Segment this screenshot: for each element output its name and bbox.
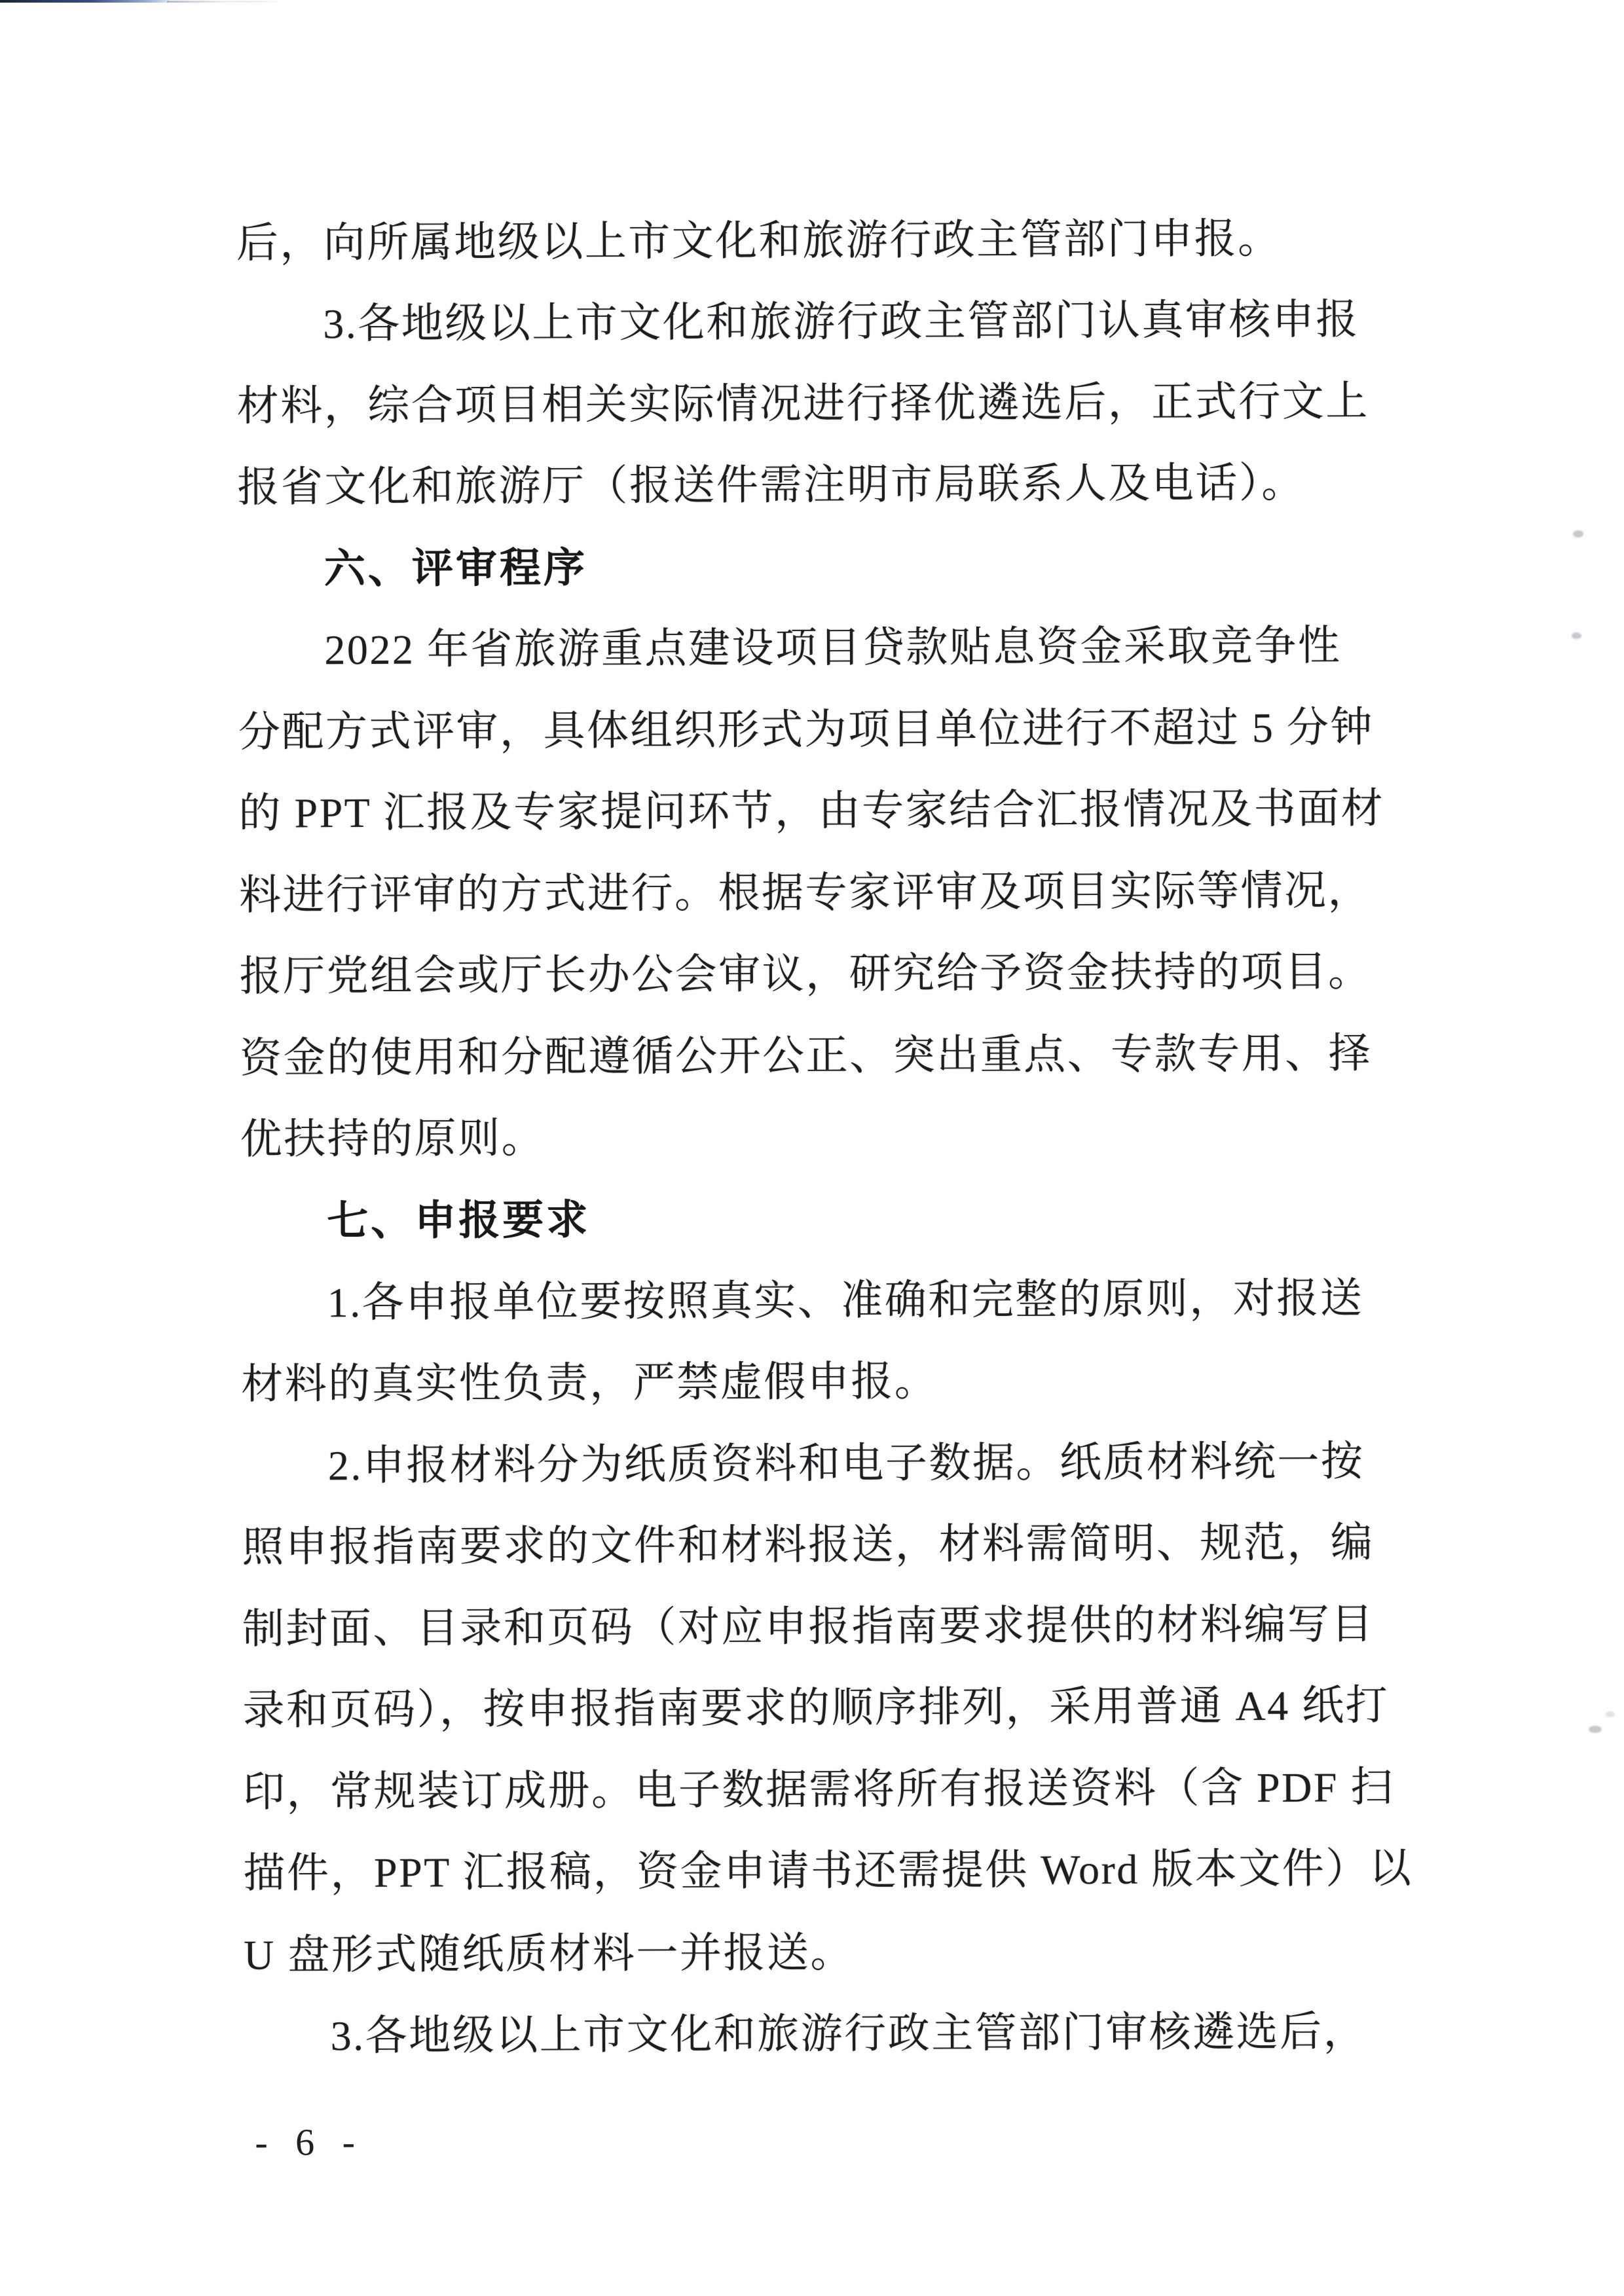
text-line: U 盘形式随纸质材料一并报送。 (243, 1929, 855, 1978)
text-line: 后，向所属地级以上市文化和旅游行政主管部门申报。 (236, 215, 1282, 266)
text-line: 材料，综合项目相关实际情况进行择优遴选后，正式行文上 (236, 378, 1369, 429)
text-line: 3.各地级以上市文化和旅游行政主管部门认真审核申报 (323, 296, 1359, 348)
text-line: 分配方式评审，具体组织形式为项目单位进行不超过 5 分钟 (238, 704, 1375, 756)
text-line: 描件，PPT 汇报稿，资金申请书还需提供 Word 版本文件）以 (243, 1845, 1413, 1897)
text-line: 2022 年省旅游重点建设项目贷款贴息资金采取竞争性 (324, 622, 1342, 674)
text-line: 2.申报材料分为纸质资料和电子数据。纸质材料统一按 (327, 1438, 1365, 1489)
text-line: 制封面、目录和页码（对应申报指南要求提供的材料编写目 (242, 1601, 1375, 1652)
text-line: 录和页码），按申报指南要求的顺序排列，采用普通 A4 纸打 (242, 1682, 1390, 1734)
text-line: 报厅党组会或厅长办公会审议，研究给予资金扶持的项目。 (239, 948, 1372, 1000)
text-line: 材料的真实性负责，严禁虚假申报。 (241, 1358, 938, 1408)
text-line: 1.各申报单位要按照真实、准确和完整的原则，对报送 (327, 1275, 1364, 1326)
page-number: - 6 - (255, 2120, 361, 2164)
section-heading-6: 六、评审程序 (323, 544, 588, 592)
text-line: 料进行评审的方式进行。根据专家评审及项目实际等情况， (238, 867, 1372, 919)
text-line: 照申报指南要求的文件和材料报送，材料需简明、规范，编 (242, 1519, 1375, 1571)
text-line: 的 PPT 汇报及专家提问环节，由专家结合汇报情况及书面材 (238, 785, 1385, 837)
text-line: 优扶持的原则。 (240, 1114, 545, 1163)
scan-artifact-line (0, 0, 169, 3)
text-line: 3.各地级以上市文化和旅游行政主管部门审核遴选后， (330, 2008, 1367, 2060)
section-heading-7: 七、申报要求 (327, 1196, 591, 1244)
text-line: 报省文化和旅游厅（报送件需注明市局联系人及电话）。 (237, 459, 1305, 511)
text-line: 印，常规装订成册。电子数据需将所有报送资料（含 PDF 扫 (242, 1764, 1395, 1815)
text-line: 资金的使用和分配遵循公开公正、突出重点、专款专用、择 (240, 1030, 1373, 1082)
